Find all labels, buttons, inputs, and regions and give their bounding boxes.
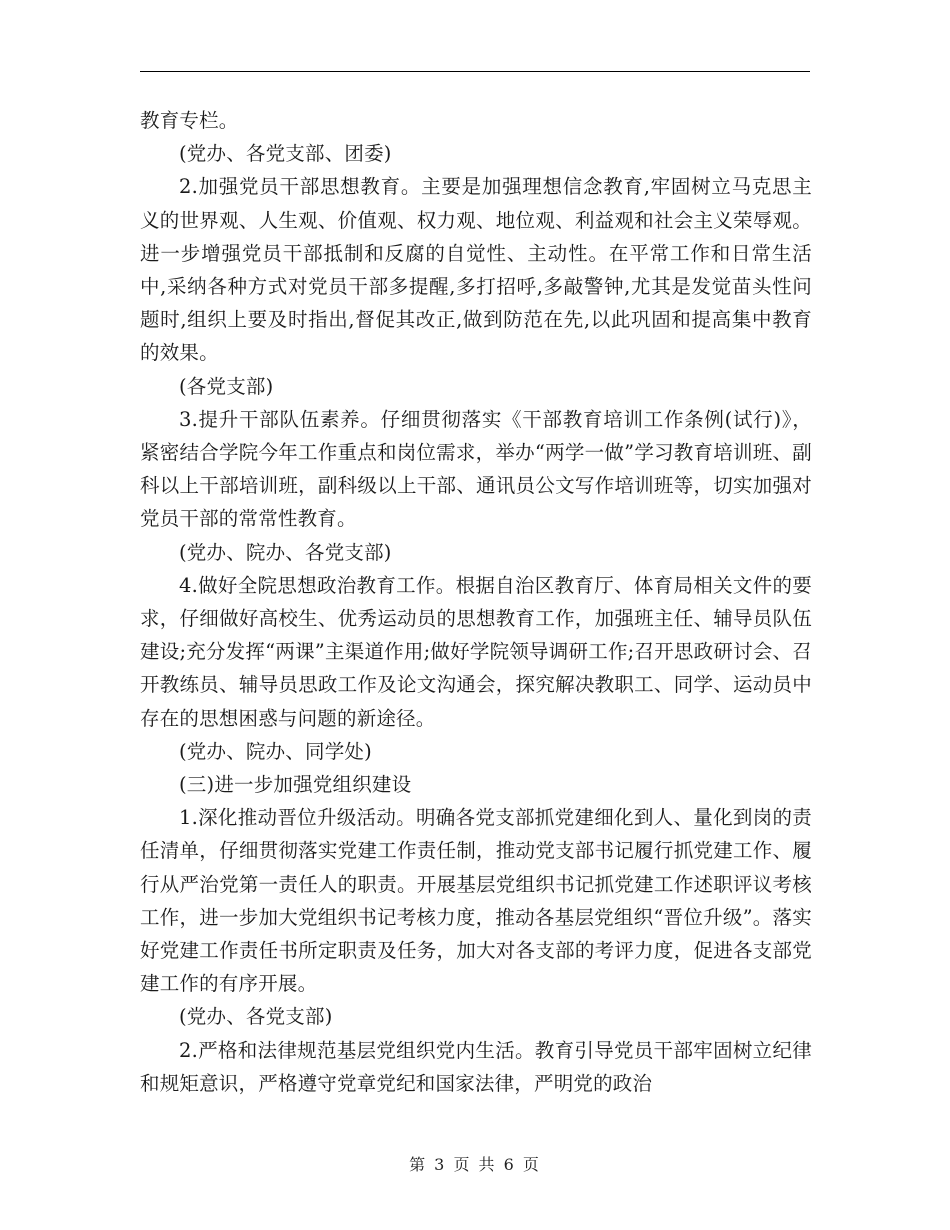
- paragraph: 教育专栏。: [140, 109, 239, 132]
- paragraph-responsible-units: (各党支部): [179, 374, 274, 398]
- paragraph: 1.深化推动晋位升级活动。明确各党支部抓党建细化到人、量化到岗的责任清单，仔细贯彻落实党建工作责任制，推动党支部书记履行抓党建工作、履行从严治党第一责任人的职责。开展基层党组织书记抓党建工作述职评议考核工作，进一步加大党组织书记考核力度，推动各基层党组织“晋位升级”。落实好党建工作责任书所定职责及任务，加大对各支部的考评力度，促进各支部党建工作的有序开展。: [140, 806, 812, 996]
- paragraph: 2.严格和法律规范基层党组织党内生活。教育引导党员干部牢固树立纪律和规矩意识，严格遵守党章党纪和国家法律，严明党的政治: [140, 1038, 812, 1095]
- paragraph-responsible-units: (党办、各党支部): [179, 1005, 333, 1029]
- header-rule: [140, 71, 810, 72]
- page-number: 第 3 页 共 6 页: [409, 1155, 541, 1174]
- paragraph-responsible-units: (党办、各党支部、团委): [179, 142, 392, 166]
- paragraph-responsible-units: (党办、院办、同学处): [179, 739, 372, 763]
- paragraph: 2.加强党员干部思想教育。主要是加强理想信念教育,牢固树立马克思主义的世界观、人生观、价值观、权力观、地位观、利益观和社会主义荣辱观。进一步增强党员干部抵制和反腐的自觉性、主动性。在平常工作和日常生活中,采纳各种方式对党员干部多提醒,多打招呼,多敲警钟,尤其是发觉苗头性问题时,组织上要及时指出,督促其改正,做到防范在先,以此巩固和提高集中教育的效果。: [140, 175, 812, 365]
- paragraph: 4.做好全院思想政治教育工作。根据自治区教育厅、体育局相关文件的要求，仔细做好高校生、优秀运动员的思想教育工作，加强班主任、辅导员队伍建设;充分发挥“两课”主渠道作用;做好学院领导调研工作;召开思政研讨会、召开教练员、辅导员思政工作及论文沟通会，探究解决教职工、同学、运动员中存在的思想困惑与问题的新途径。: [140, 573, 812, 730]
- paragraph-responsible-units: (党办、院办、各党支部): [179, 540, 392, 564]
- paragraph: 3.提升干部队伍素养。仔细贯彻落实《干部教育培训工作条例(试行)》，紧密结合学院今年工作重点和岗位需求，举办“两学一做”学习教育培训班、副科以上干部培训班，副科级以上干部、通讯员公文写作培训班等，切实加强对党员干部的常常性教育。: [140, 407, 812, 531]
- section-heading: (三)进一步加强党组织建设: [179, 773, 412, 797]
- document-body: [140, 104, 812, 1100]
